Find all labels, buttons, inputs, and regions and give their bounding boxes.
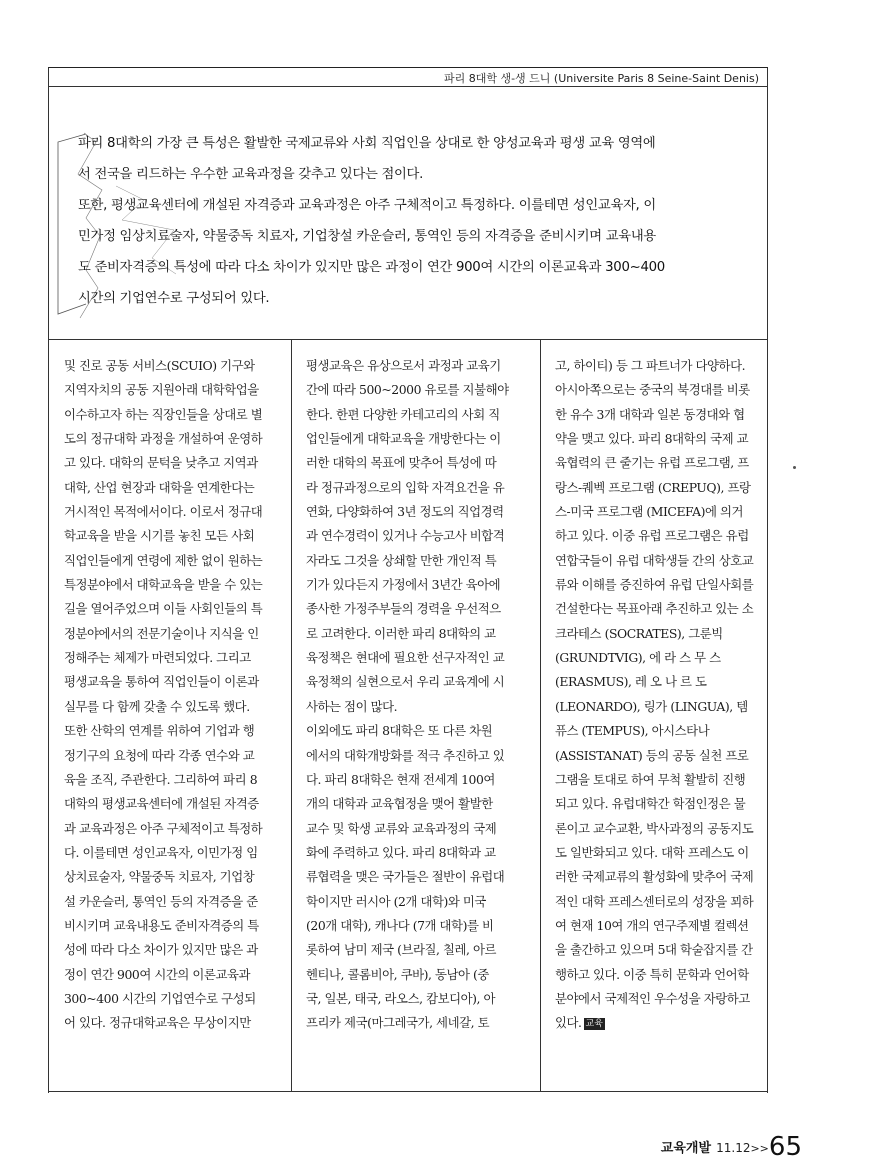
column-2 bbox=[292, 339, 541, 1091]
body-line: 300~400 시간의 기업연수로 구성되 bbox=[64, 990, 256, 1006]
body-line: 다. 파리 8대학은 현재 전세계 100여 bbox=[306, 771, 495, 787]
body-line: 정기구의 요청에 따라 각종 연수와 교 bbox=[64, 747, 255, 763]
body-line: 러한 국제교류의 활성화에 맞추어 국제 bbox=[555, 869, 754, 885]
body-line: 을 출간하고 있으며 5대 학술잡지를 간 bbox=[555, 942, 753, 958]
body-line: 개의 대학과 교육협정을 맺어 활발한 bbox=[306, 796, 493, 812]
body-line: 비시키며 교육내용도 준비자격증의 특 bbox=[64, 917, 259, 933]
body-line: 실무를 다 함께 갖출 수 있도록 했다. bbox=[64, 698, 250, 714]
body-line: 류협력을 맺은 국가들은 절반이 유럽대 bbox=[306, 869, 505, 885]
body-line: 하고 있다. 이중 유럽 프로그램은 유럽 bbox=[555, 528, 749, 544]
body-line: 정해주는 체제가 마련되었다. 그리고 bbox=[64, 650, 251, 666]
body-line: 한 유수 3개 대학과 일본 동경대와 협 bbox=[555, 406, 745, 422]
body-line: 사하는 점이 많다. bbox=[306, 698, 398, 714]
body-line: (20개 대학), 캐나다 (7개 대학)를 비 bbox=[306, 917, 494, 933]
body-line: 아시아쪽으로는 중국의 북경대를 비롯 bbox=[555, 382, 750, 398]
body-line: 건설한다는 목표아래 추진하고 있는 소 bbox=[555, 601, 754, 617]
body-line: 프리카 제국(마그레국가, 세네갈, 토 bbox=[306, 1015, 490, 1031]
body-line: 과 연수경력이 있거나 수능고사 비합격 bbox=[306, 528, 505, 544]
body-line: 로 고려한다. 이러한 파리 8대학의 교 bbox=[306, 625, 496, 641]
body-line: 학교육을 받을 시기를 놓친 모든 사회 bbox=[64, 528, 255, 544]
body-line: 육을 조직, 주관한다. 그리하여 파리 8 bbox=[64, 771, 258, 787]
body-line: 크라테스 (SOCRATES), 그룬빅 bbox=[555, 625, 723, 641]
body-line: 있다. 교육 bbox=[555, 1015, 603, 1031]
highlight-line: 또한, 평생교육센터에 개설된 자격증과 교육과정은 아주 구체적이고 특정하다. 이를테면 성인교육자, 이 bbox=[78, 198, 656, 213]
body-line: 론이고 교수교환, 박사과정의 공동지도 bbox=[555, 820, 754, 836]
body-line: 직업인들에게 연령에 제한 없이 원하는 bbox=[64, 552, 263, 568]
body-line: 되고 있다. 유럽대학간 학점인정은 물 bbox=[555, 796, 746, 812]
highlight-line: 파리 8대학의 가장 큰 특성은 활발한 국제교류와 사회 직업인을 상대로 한 양성교육과 평생 교육 영역에 bbox=[78, 136, 656, 151]
column-3 bbox=[541, 339, 768, 1091]
columns-bottom-rule bbox=[48, 1091, 768, 1092]
body-line: 정분야에서의 전문기술이나 지식을 인 bbox=[64, 625, 259, 641]
highlight-line: 시간의 기업연수로 구성되어 있다. bbox=[78, 291, 270, 306]
body-line: 랑스-퀘벡 프로그램 (CREPUQ), 프랑 bbox=[555, 479, 751, 495]
body-line: 특정분야에서 대학교육을 받을 수 있는 bbox=[64, 577, 263, 593]
body-line: 에서의 대학개방화를 적극 추진하고 있 bbox=[306, 747, 505, 763]
page-number: 65 bbox=[768, 1132, 802, 1162]
body-line: 약을 맺고 있다. 파리 8대학의 국제 교 bbox=[555, 431, 749, 447]
body-line: 교수 및 학생 교류와 교육과정의 국제 bbox=[306, 820, 497, 836]
body-line: 화에 주력하고 있다. 파리 8대학과 교 bbox=[306, 844, 496, 860]
body-line: 러한 대학의 목표에 맞추어 특성에 따 bbox=[306, 455, 497, 471]
body-line: 이수하고자 하는 직장인들을 상대로 별 bbox=[64, 406, 263, 422]
body-line: 육정책은 현대에 필요한 선구자적인 교 bbox=[306, 650, 505, 666]
body-line: 고 있다. 대학의 문턱을 낮추고 지역과 bbox=[64, 455, 258, 471]
body-line: 류와 이해를 증진하여 유럽 단일사회를 bbox=[555, 577, 754, 593]
body-line: 성에 따라 다소 차이가 있지만 많은 과 bbox=[64, 942, 258, 958]
body-line: 육정책의 실현으로서 우리 교육계에 시 bbox=[306, 674, 505, 690]
body-line: 행하고 있다. 이중 특히 문학과 언어학 bbox=[555, 966, 749, 982]
body-line: 그램을 토대로 하여 무척 활발히 진행 bbox=[555, 771, 746, 787]
body-line: 고, 하이티) 등 그 파트너가 다양하다. bbox=[555, 358, 746, 373]
highlight-line: 서 전국을 리드하는 우수한 교육과정을 갖추고 있다는 점이다. bbox=[78, 167, 424, 182]
body-line: 업인들에게 대학교육을 개방한다는 이 bbox=[306, 431, 501, 447]
body-line: 연합국들이 유럽 대학생들 간의 상호교 bbox=[555, 552, 754, 568]
body-line: 이외에도 파리 8대학은 또 다른 차원 bbox=[306, 723, 493, 739]
margin-dot bbox=[793, 466, 796, 469]
body-line: 학이지만 러시아 (2개 대학)와 미국 bbox=[306, 893, 486, 909]
body-line: 라 정규과정으로의 입학 자격요건을 유 bbox=[306, 479, 505, 495]
body-line: 대학의 평생교육센터에 개설된 자격증 bbox=[64, 796, 259, 812]
running-header-title: 파리 8대학 생-생 드니 (Universite Paris 8 Seine-Saint Denis) bbox=[443, 72, 759, 85]
body-line: (ERASMUS), 레 오 나 르 도 bbox=[555, 674, 707, 690]
column-1 bbox=[48, 339, 292, 1091]
body-line: 설 카운슬러, 통역인 등의 자격증을 준 bbox=[64, 893, 258, 909]
body-line: 도 일반화되고 있다. 대학 프레스도 이 bbox=[555, 844, 749, 860]
body-line: 길을 열어주었으며 이들 사회인들의 특 bbox=[64, 601, 263, 617]
body-line: 연화, 다양화하여 3년 정도의 직업경력 bbox=[306, 504, 504, 520]
body-line: 자라도 그것을 상쇄할 만한 개인적 특 bbox=[306, 552, 497, 568]
issue-number: 11.12 bbox=[716, 1141, 751, 1155]
body-line: 지역자치의 공동 지원아래 대학학업을 bbox=[64, 382, 259, 398]
body-line: (GRUNDTVIG), 에 라 스 무 스 bbox=[555, 650, 721, 666]
body-line: 또한 산학의 연계를 위하여 기업과 행 bbox=[64, 723, 255, 739]
body-line: 평생교육을 통하여 직업인들이 이론과 bbox=[64, 674, 259, 690]
highlight-box bbox=[78, 128, 753, 314]
body-line: 평생교육은 유상으로서 과정과 교육기 bbox=[306, 358, 501, 373]
highlight-line: 도 준비자격증의 특성에 따라 다소 차이가 있지만 많은 과정이 연간 900여 시간의 이론교육과 300~400 bbox=[78, 260, 665, 275]
body-line: 및 진로 공동 서비스(SCUIO) 기구와 bbox=[64, 358, 255, 373]
body-line: (LEONARDO), 링가 (LINGUA), 템 bbox=[555, 698, 748, 714]
body-line: 정이 연간 900여 시간의 이론교육과 bbox=[64, 966, 251, 982]
body-line: 대학, 산업 현장과 대학을 연계한다는 bbox=[64, 479, 255, 495]
body-line: 퓨스 (TEMPUS), 아시스타나 bbox=[555, 723, 710, 739]
body-line: 육협력의 큰 줄기는 유럽 프로그램, 프 bbox=[555, 455, 749, 471]
running-header bbox=[48, 67, 768, 87]
body-line: 기가 있다든지 가정에서 3년간 육아에 bbox=[306, 577, 501, 593]
body-line: 스-미국 프로그램 (MICEFA)에 의거 bbox=[555, 504, 744, 520]
body-line: 국, 일본, 태국, 라오스, 캄보디아), 아 bbox=[306, 990, 496, 1006]
page-footer bbox=[661, 1132, 802, 1162]
body-columns bbox=[48, 339, 768, 1093]
arrow-icon: >> bbox=[750, 1142, 769, 1155]
body-line: 헨티나, 콜롬비아, 쿠바), 동남아 (중 bbox=[306, 966, 489, 982]
body-line: (ASSISTANAT) 등의 공동 실천 프로 bbox=[555, 747, 749, 763]
body-line: 간에 따라 500~2000 유로를 지불해야 bbox=[306, 382, 509, 398]
body-line: 상치료술자, 약물중독 치료자, 기업창 bbox=[64, 869, 255, 885]
highlight-line: 민가정 임상치료술자, 약물중독 치료자, 기업창설 카운슬러, 통역인 등의 자격증을 준비시키며 교육내용 bbox=[78, 229, 656, 244]
magazine-name: 교육개발 bbox=[660, 1141, 712, 1156]
body-line: 적인 대학 프레스센터로의 성장을 꾀하 bbox=[555, 893, 754, 909]
body-line: 여 현재 10여 개의 연구주제별 컬렉션 bbox=[555, 917, 749, 933]
end-mark-badge: 교육 bbox=[585, 1019, 603, 1030]
body-line: 종사한 가정주부들의 경력을 우선적으 bbox=[306, 601, 501, 617]
body-line: 과 교육과정은 아주 구체적이고 특정하 bbox=[64, 820, 263, 836]
body-line: 다. 이를테면 성인교육자, 이민가정 임 bbox=[64, 844, 258, 860]
body-line: 도의 정규대학 과정을 개설하여 운영하 bbox=[64, 431, 263, 447]
body-line: 어 있다. 정규대학교육은 무상이지만 bbox=[64, 1015, 251, 1031]
body-line: 거시적인 목적에서이다. 이로서 정규대 bbox=[64, 504, 263, 520]
body-line: 롯하여 남미 제국 (브라질, 칠레, 아르 bbox=[306, 942, 497, 958]
body-line: 분야에서 국제적인 우수성을 자랑하고 bbox=[555, 990, 750, 1006]
body-line: 한다. 한편 다양한 카테고리의 사회 직 bbox=[306, 406, 500, 422]
